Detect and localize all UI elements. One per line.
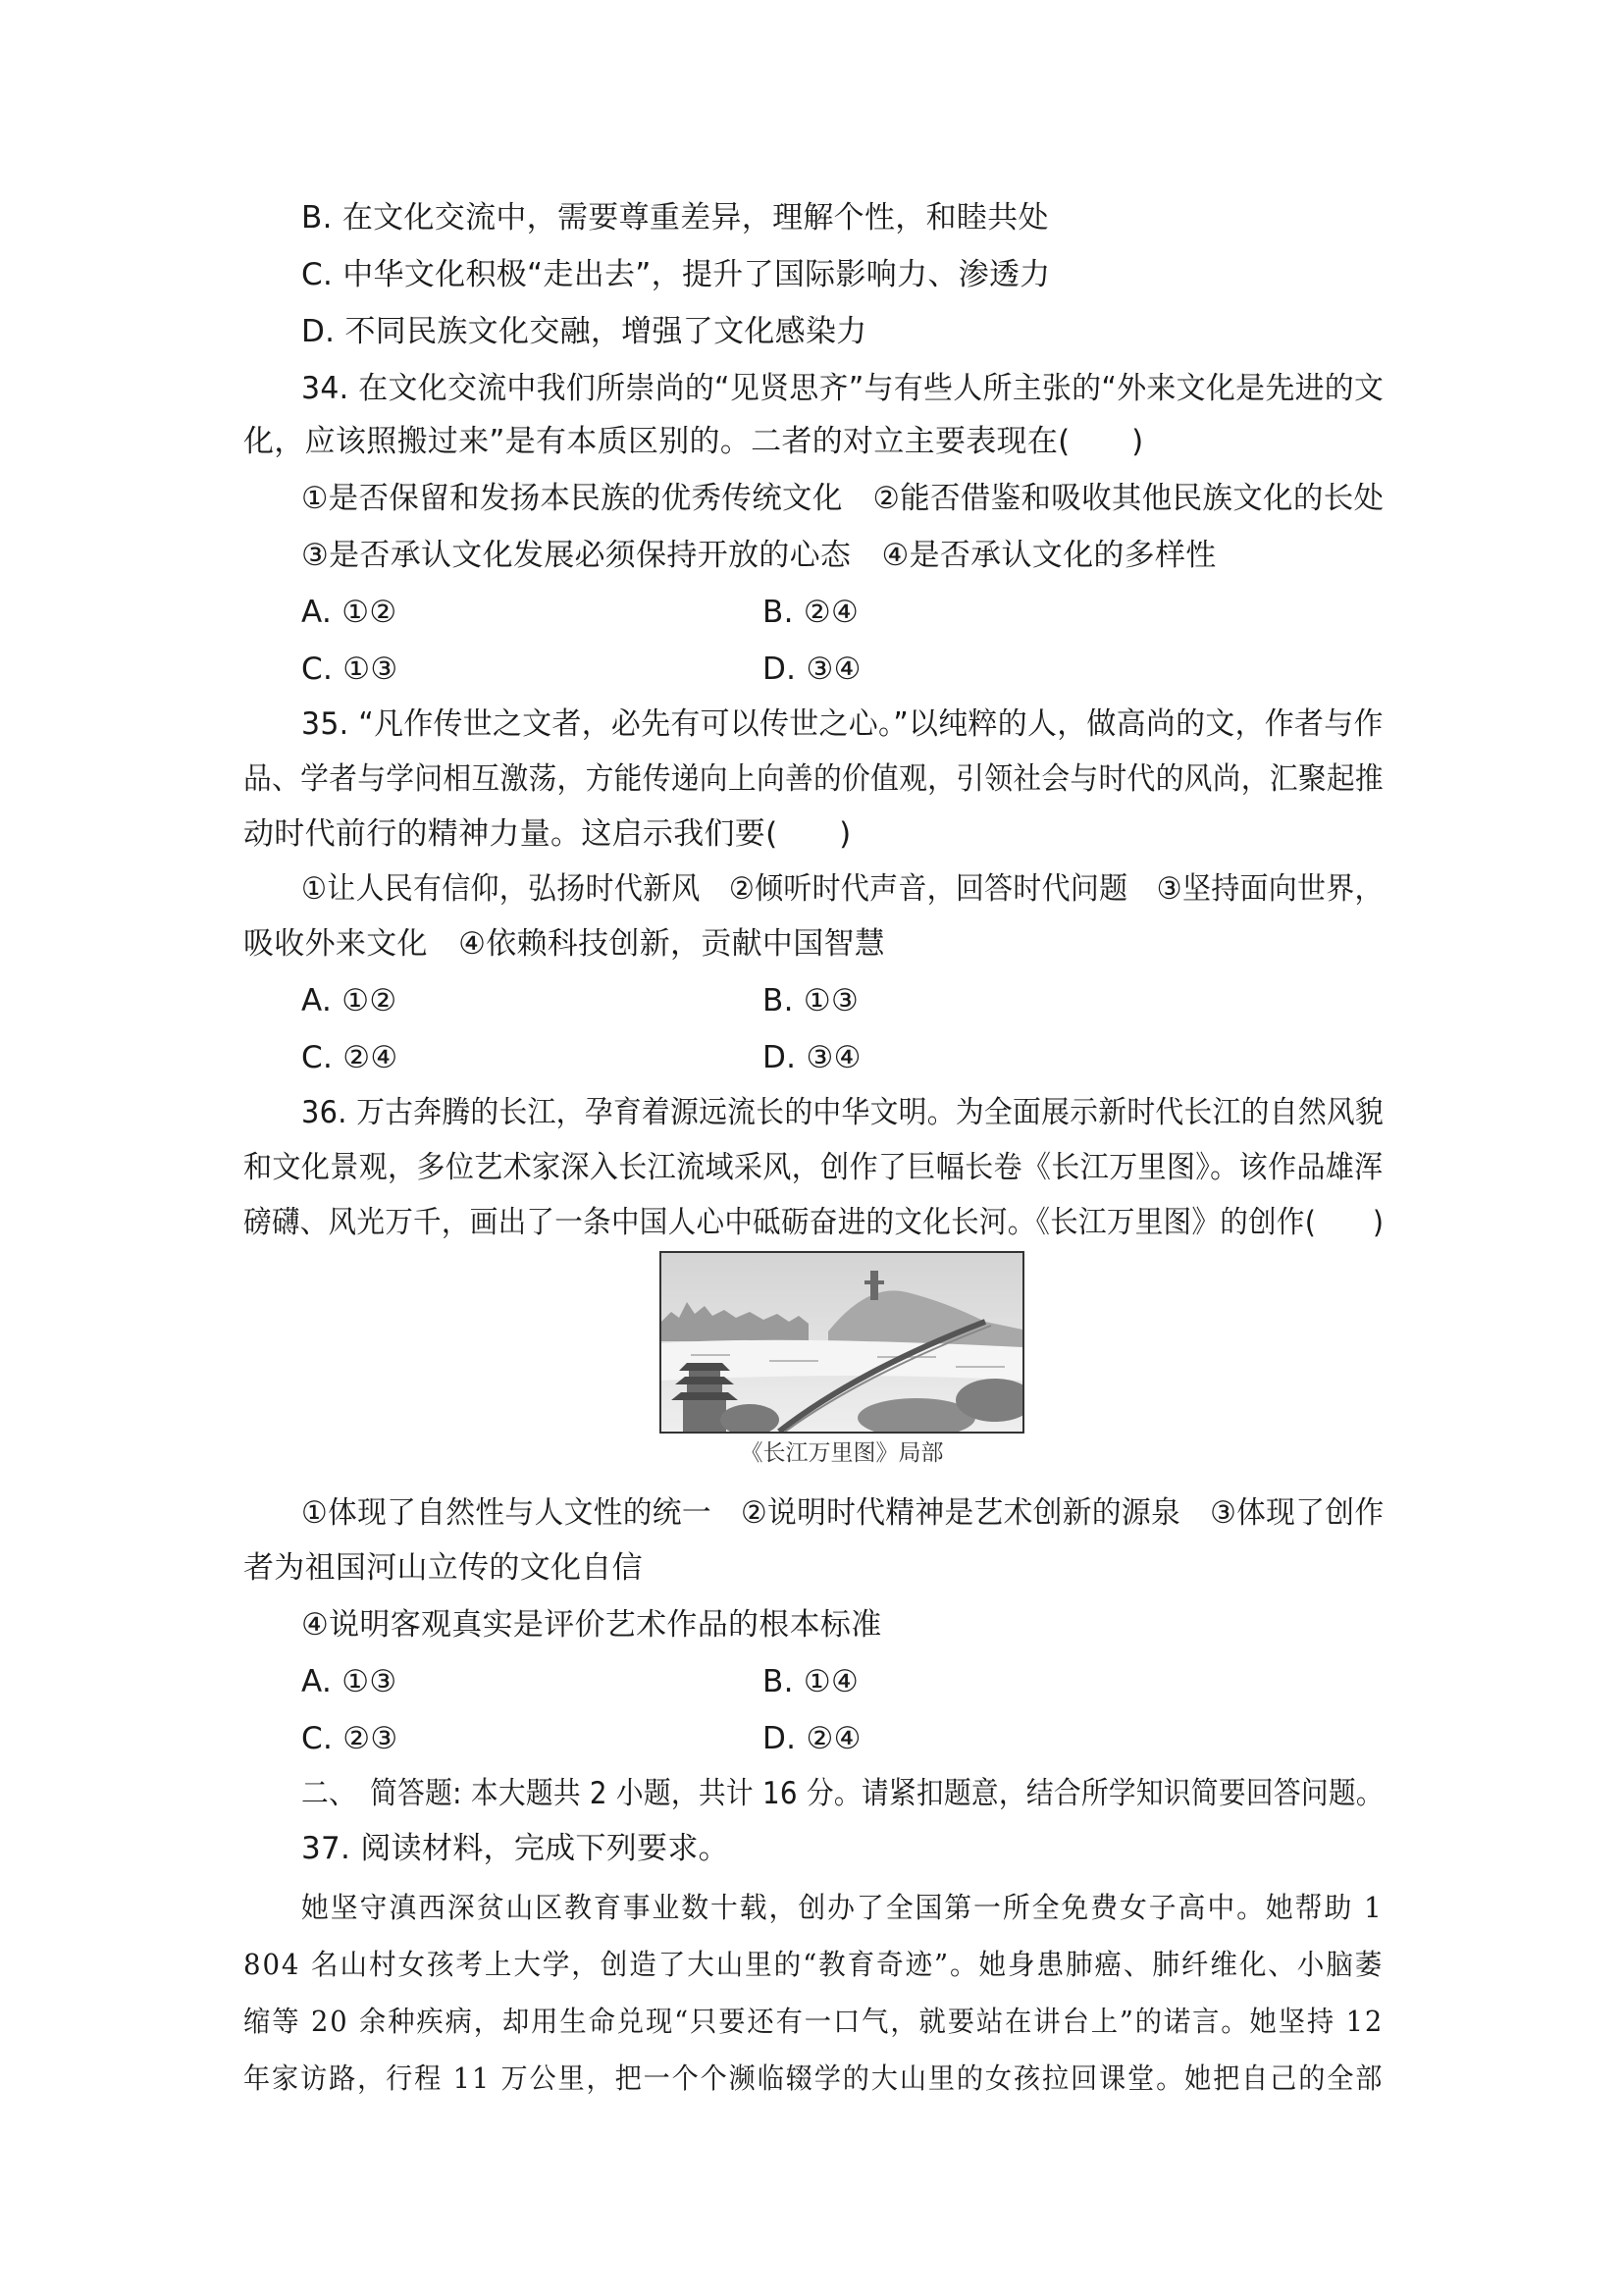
- section-2-heading: 二、 简答题: 本大题共 2 小题，共计 16 分。请紧扣题意，结合所学知识简要回答问题。: [301, 1776, 1384, 1811]
- q36-option-a: A. ①③: [301, 1664, 397, 1699]
- material-line-3: 缩等 20 余种疾病，却用生命兑现“只要还有一口气，就要站在讲台上”的诺言。她坚持 12: [243, 2005, 1385, 2038]
- q35-option-a: A. ①②: [301, 983, 397, 1018]
- material-line-4: 年家访路，行程 11 万公里，把一个个濒临辍学的大山里的女孩拉回课堂。她把自己的全部: [243, 2061, 1385, 2095]
- q34-statement-line-1: ①是否保留和发扬本民族的优秀传统文化 ②能否借鉴和吸收其他民族文化的长处: [301, 481, 1385, 516]
- q35-option-d: D. ③④: [762, 1040, 862, 1075]
- q36-option-b: B. ①④: [762, 1664, 860, 1699]
- q36-stem-line-1: 36. 万古奔腾的长江，孕育着源远流长的中华文明。为全面展示新时代长江的自然风貌: [301, 1095, 1385, 1130]
- q35-statement-line-1: ①让人民有信仰，弘扬时代新风 ②倾听时代声音，回答时代问题 ③坚持面向世界，: [301, 871, 1384, 907]
- q33-option-c: C. 中华文化积极“走出去”，提升了国际影响力、渗透力: [301, 257, 1051, 292]
- q36-statement-line-2: 者为祖国河山立传的文化自信: [243, 1550, 643, 1586]
- q35-option-c: C. ②④: [301, 1040, 398, 1075]
- material-line-1: 她坚守滇西深贫山区教育事业数十载，创办了全国第一所全免费女子高中。她帮助 1: [301, 1891, 1384, 1924]
- q34-stem-line-1: 34. 在文化交流中我们所崇尚的“见贤思齐”与有些人所主张的“外来文化是先进的文: [301, 371, 1385, 406]
- q35-statement-line-2: 吸收外来文化 ④依赖科技创新，贡献中国智慧: [243, 926, 886, 962]
- q35-stem-line-2: 品、学者与学问相互激荡，方能传递向上向善的价值观，引领社会与时代的风尚，汇聚起推: [243, 761, 1384, 797]
- q35-option-b: B. ①③: [762, 983, 860, 1018]
- q35-stem-line-3: 动时代前行的精神力量。这启示我们要( ): [243, 816, 852, 852]
- q34-option-a: A. ①②: [301, 595, 397, 630]
- q33-option-d: D. 不同民族文化交融，增强了文化感染力: [301, 314, 867, 349]
- material-line-2: 804 名山村女孩考上大学，创造了大山里的“教育奇迹”。她身患肺癌、肺纤维化、小脑萎: [243, 1948, 1385, 1981]
- q36-stem-line-2: 和文化景观，多位艺术家深入长江流域采风，创作了巨幅长卷《长江万里图》。该作品雄浑: [243, 1150, 1384, 1185]
- figure-caption: 《长江万里图》局部: [740, 1440, 944, 1466]
- q34-option-d: D. ③④: [762, 652, 862, 687]
- q36-statement-line-1: ①体现了自然性与人文性的统一 ②说明时代精神是艺术创新的源泉 ③体现了创作: [301, 1495, 1385, 1531]
- q34-statement-line-2: ③是否承认文化发展必须保持开放的心态 ④是否承认文化的多样性: [301, 538, 1217, 573]
- q37-stem: 37. 阅读材料，完成下列要求。: [301, 1831, 729, 1866]
- q34-option-c: C. ①③: [301, 652, 398, 687]
- q36-stem-line-3: 磅礴、风光万千，画出了一条中国人心中砥砺奋进的文化长河。《长江万里图》的创作( ): [243, 1205, 1385, 1240]
- q34-option-b: B. ②④: [762, 595, 860, 630]
- q36-option-c: C. ②③: [301, 1721, 398, 1756]
- yangtze-painting-image: [659, 1251, 1024, 1434]
- q36-option-d: D. ②④: [762, 1721, 862, 1756]
- q35-stem-line-1: 35. “凡作传世之文者，必先有可以传世之心。”以纯粹的人，做高尚的文，作者与作: [301, 706, 1384, 742]
- q34-stem-line-2: 化，应该照搬过来”是有本质区别的。二者的对立主要表现在( ): [243, 424, 1144, 459]
- q33-option-b: B. 在文化交流中，需要尊重差异，理解个性，和睦共处: [301, 200, 1049, 235]
- q36-statement-line-3: ④说明客观真实是评价艺术作品的根本标准: [301, 1607, 882, 1643]
